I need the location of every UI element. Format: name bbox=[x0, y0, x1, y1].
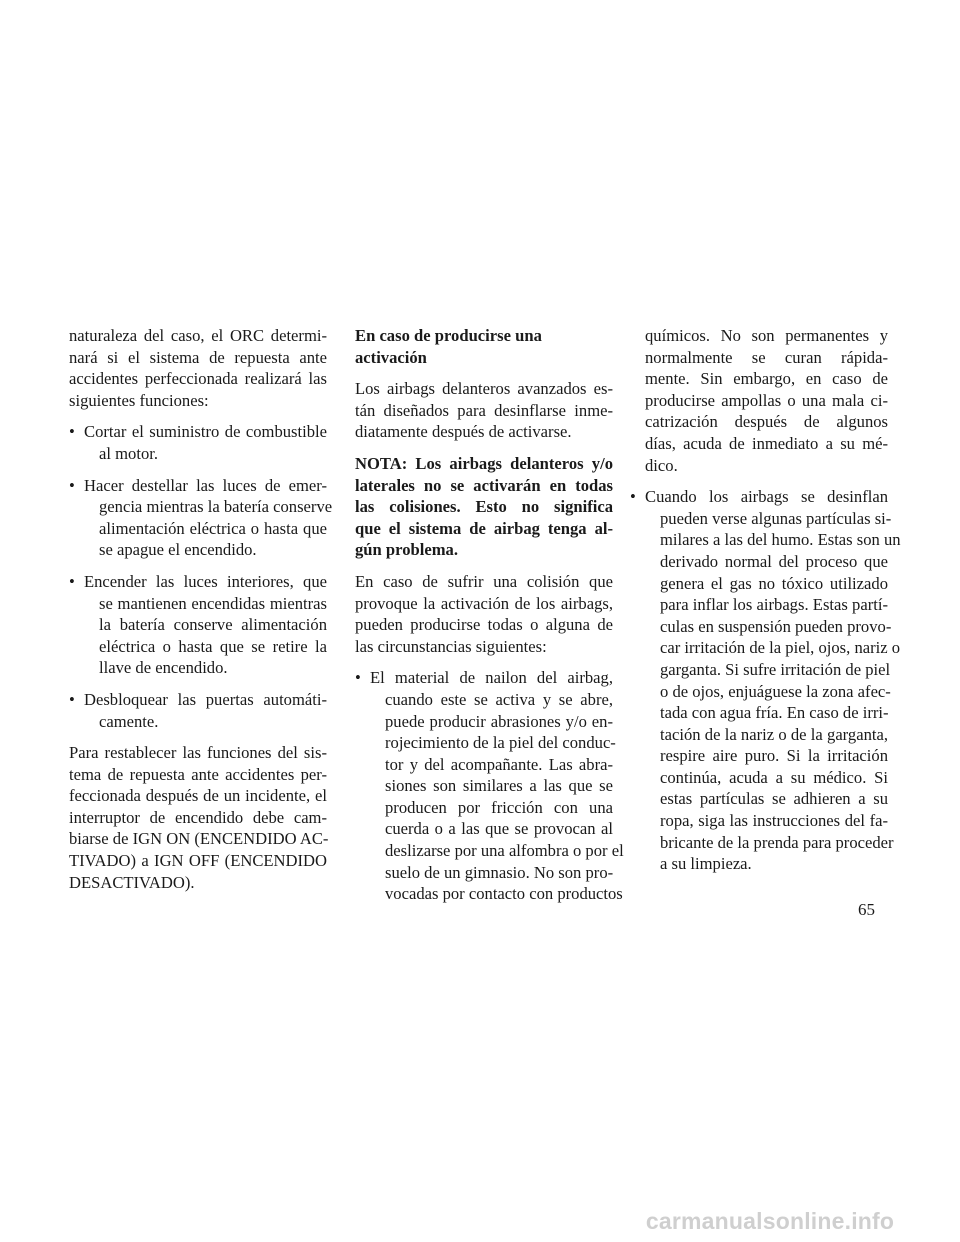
deflate-paragraph bbox=[355, 378, 613, 443]
text-line: siguientes funciones: bbox=[69, 390, 209, 410]
text-line: tada con agua fría. En caso de irri- bbox=[660, 703, 889, 723]
continued-bullet-list bbox=[630, 325, 888, 476]
text-line: activación bbox=[355, 347, 427, 367]
text-line: Encender las luces interiores, que bbox=[84, 571, 327, 591]
text-line: al motor. bbox=[99, 443, 158, 463]
text-line: accidentes perfeccionada realizará las bbox=[69, 369, 327, 389]
text-line: eléctrica o hasta que se retire la bbox=[99, 636, 327, 656]
text-line: culas en suspensión pueden provo- bbox=[660, 616, 892, 636]
text-line: Los airbags delanteros avanzados es- bbox=[355, 379, 613, 399]
text-line: las circunstancias siguientes: bbox=[355, 636, 547, 656]
text-line: las colisiones. Esto no significa bbox=[355, 497, 613, 517]
text-line: la batería conserve alimentación bbox=[99, 615, 327, 635]
text-line: mente. Sin embargo, en caso de bbox=[645, 369, 888, 389]
bullet-item bbox=[69, 571, 327, 679]
intro-paragraph bbox=[69, 325, 327, 411]
text-line: Desbloquear las puertas automáti- bbox=[84, 689, 327, 709]
text-line: puede producir abrasiones y/o en- bbox=[385, 711, 613, 731]
text-line: nará si el sistema de repuesta ante bbox=[69, 347, 327, 367]
text-line: que el sistema de airbag tenga al- bbox=[355, 518, 613, 538]
text-line: gencia mientras la batería conserve bbox=[99, 497, 333, 517]
text-line: milares a las del humo. Estas son un bbox=[660, 530, 901, 550]
text-line: se mantienen encendidas mientras bbox=[99, 593, 327, 613]
text-line: químicos. No son permanentes y bbox=[645, 326, 888, 345]
text-line: NOTA: Los airbags delanteros y/o bbox=[355, 453, 613, 473]
text-line: Para restablecer las funciones del sis- bbox=[69, 743, 327, 763]
text-line: vocadas por contacto con productos bbox=[385, 884, 623, 904]
bullet-icon: • bbox=[69, 571, 75, 591]
text-line: tor y del acompañante. Las abra- bbox=[385, 754, 613, 774]
text-line: provoque la activación de los airbags, bbox=[355, 593, 613, 613]
text-line: genera el gas no tóxico utilizado bbox=[660, 573, 888, 593]
text-line: dico. bbox=[645, 455, 678, 475]
bullet-icon: • bbox=[355, 668, 361, 688]
text-line: respire aire puro. Si la irritación bbox=[660, 746, 888, 766]
circumstances-bullet-list bbox=[355, 667, 624, 905]
bullet-icon: • bbox=[69, 689, 75, 709]
text-line: se apague el encendido. bbox=[99, 540, 257, 560]
text-line: siones son similares a las que se bbox=[385, 776, 613, 796]
text-line: tema de repuesta ante accidentes per- bbox=[69, 764, 327, 784]
text-line: Hacer destellar las luces de emer- bbox=[84, 475, 327, 495]
bullet-text bbox=[84, 421, 327, 464]
text-line: pueden producirse todas o alguna de bbox=[355, 615, 613, 635]
text-line: DESACTIVADO). bbox=[69, 872, 195, 892]
section-heading bbox=[355, 325, 613, 368]
watermark-text: carmanualsonline.info bbox=[645, 1208, 895, 1234]
text-line: bricante de la prenda para proceder bbox=[660, 832, 894, 852]
collision-paragraph bbox=[355, 571, 613, 657]
text-line: cuando este se activa y se abre, bbox=[385, 689, 613, 709]
bullet-text bbox=[84, 689, 327, 732]
text-line: alimentación eléctrica o hasta que bbox=[99, 518, 327, 538]
text-line: En caso de sufrir una colisión que bbox=[355, 571, 613, 591]
text-line: cuerda o a las que se provocan al bbox=[385, 819, 613, 839]
text-line: car irritación de la piel, ojos, nariz o bbox=[660, 638, 901, 658]
note-paragraph bbox=[355, 453, 613, 561]
text-column-2 bbox=[355, 325, 624, 915]
bullet-text bbox=[645, 486, 901, 875]
text-line: tación de la nariz o de la garganta, bbox=[660, 724, 888, 744]
text-line: feccionada después de un incidente, el bbox=[69, 786, 327, 806]
text-line: o de ojos, enjuáguese la zona afec- bbox=[660, 681, 891, 701]
text-line: días, acuda de inmediato a su mé- bbox=[645, 433, 888, 453]
text-line: producen por fricción con una bbox=[385, 797, 613, 817]
text-line: interruptor de encendido debe cam- bbox=[69, 807, 327, 827]
text-line: llave de encendido. bbox=[99, 658, 228, 678]
text-line: a su limpieza. bbox=[660, 854, 752, 874]
text-column-1 bbox=[69, 325, 333, 903]
text-line: En caso de producirse una bbox=[355, 326, 542, 345]
text-line: derivado normal del proceso que bbox=[660, 551, 888, 571]
bullet-text bbox=[84, 571, 327, 679]
text-line: TIVADO) a IGN OFF (ENCENDIDO bbox=[69, 851, 327, 871]
text-line: gún problema. bbox=[355, 540, 458, 560]
bullet-item bbox=[69, 421, 327, 464]
text-line: camente. bbox=[99, 711, 159, 731]
text-line: diatamente después de activarse. bbox=[355, 422, 572, 442]
text-line: naturaleza del caso, el ORC determi- bbox=[69, 326, 327, 345]
particles-bullet-list bbox=[630, 486, 901, 875]
bullet-icon: • bbox=[69, 475, 75, 495]
reset-paragraph bbox=[69, 742, 327, 893]
text-line: suelo de un gimnasio. No son pro- bbox=[385, 862, 614, 882]
text-line: El material de nailon del airbag, bbox=[370, 668, 613, 688]
bullet-item bbox=[630, 486, 901, 875]
text-line: deslizarse por una alfombra o por el bbox=[385, 841, 624, 861]
bullet-item bbox=[355, 667, 624, 905]
text-line: rojecimiento de la piel del conduc- bbox=[385, 733, 616, 753]
text-line: Cortar el suministro de combustible bbox=[84, 422, 327, 442]
bullet-item bbox=[69, 689, 327, 732]
text-line: Cuando los airbags se desinflan bbox=[645, 487, 888, 507]
bullet-icon: • bbox=[630, 487, 636, 507]
text-line: para inflar los airbags. Estas partí- bbox=[660, 595, 888, 615]
text-line: catrización después de algunos bbox=[645, 412, 888, 432]
text-line: ropa, siga las instrucciones del fa- bbox=[660, 811, 888, 831]
continued-list-item bbox=[630, 325, 888, 476]
text-line: producirse ampollas o una mala ci- bbox=[645, 390, 888, 410]
text-line: normalmente se curan rápida- bbox=[645, 347, 888, 367]
text-line: tán diseñados para desinflarse inme- bbox=[355, 400, 613, 420]
bullet-text bbox=[84, 475, 333, 561]
page-number: 65 bbox=[858, 900, 875, 919]
functions-bullet-list bbox=[69, 421, 333, 732]
text-line: laterales no se activarán en todas bbox=[355, 475, 613, 495]
text-line: biarse de IGN ON (ENCENDIDO AC- bbox=[69, 829, 329, 849]
text-line: garganta. Si sufre irritación de piel bbox=[660, 659, 891, 679]
text-line: pueden verse algunas partículas si- bbox=[660, 508, 892, 528]
text-line: continúa, acuda a su médico. Si bbox=[660, 767, 888, 787]
text-line: estas partículas se adhieren a su bbox=[660, 789, 888, 809]
text-column-3 bbox=[630, 325, 901, 885]
bullet-item bbox=[69, 475, 333, 561]
bullet-icon: • bbox=[69, 422, 75, 442]
bullet-text bbox=[370, 667, 624, 905]
